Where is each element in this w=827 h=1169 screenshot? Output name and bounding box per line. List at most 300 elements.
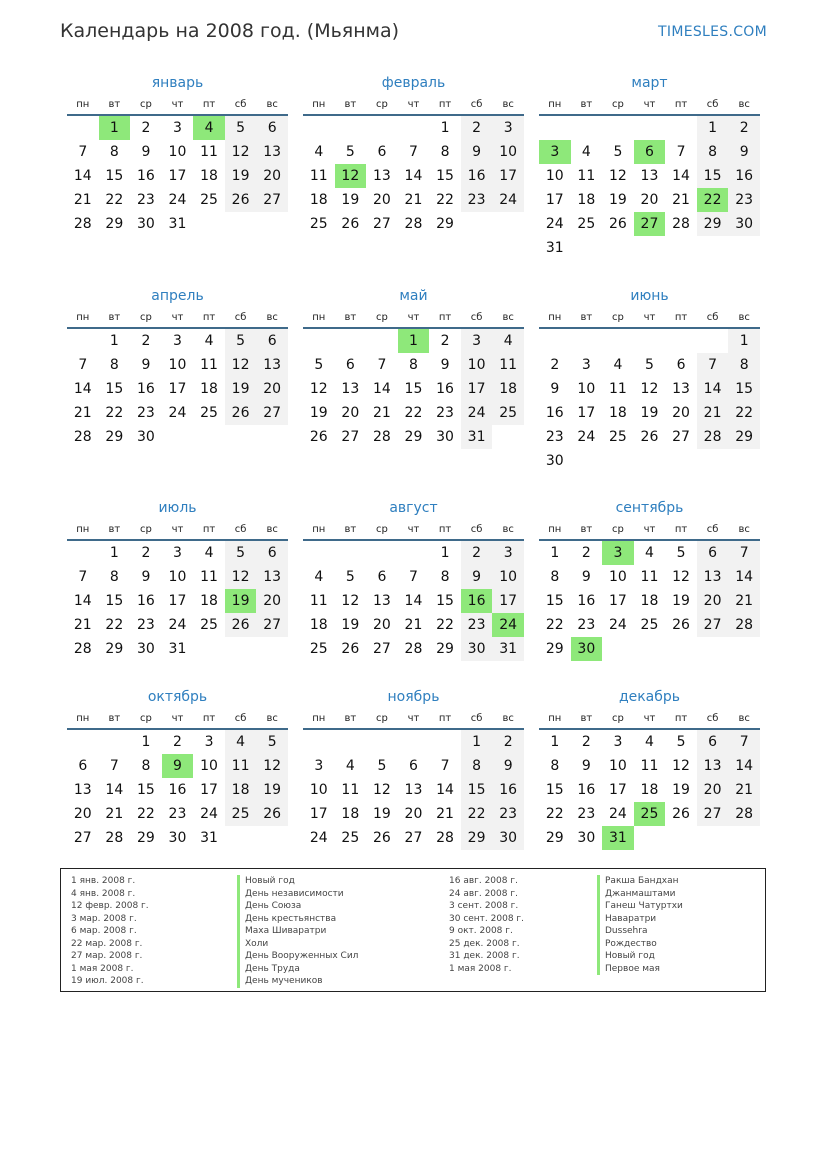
day-cell: 20 <box>372 617 391 633</box>
legend-holiday-name: Наваратри <box>597 913 683 926</box>
day-cell: 1 <box>440 545 450 561</box>
day-cell: 3 <box>492 541 524 565</box>
day-cell: 26 <box>672 617 690 633</box>
day-cell: 16 <box>436 381 454 397</box>
weekday-label: чт <box>171 312 184 323</box>
day-cell: 7 <box>728 541 760 565</box>
day-cell: 8 <box>550 569 560 585</box>
day-cell: 11 <box>309 168 328 184</box>
month-11 <box>303 686 524 850</box>
weekday-label: пн <box>76 524 90 535</box>
empty-cell <box>665 116 697 140</box>
weekday-label: ср <box>375 524 388 535</box>
day-cell: 2 <box>173 734 182 750</box>
legend-holiday-name: День мучеников <box>237 975 358 988</box>
day-cell: 22 <box>728 401 760 425</box>
weekday-label: чт <box>407 524 420 535</box>
day-cell: 31 <box>168 641 187 657</box>
empty-cell <box>67 730 99 754</box>
day-cell: 5 <box>225 329 257 353</box>
site-logo-link[interactable]: TIMESLES.COM <box>658 24 767 40</box>
day-cell: 21 <box>728 778 760 802</box>
day-cell: 30 <box>136 641 155 657</box>
weekday-label: чт <box>643 524 656 535</box>
weekday-label: вс <box>266 99 278 110</box>
weekday-label: пн <box>548 524 562 535</box>
day-cell: 23 <box>728 188 760 212</box>
day-cell: 18 <box>225 778 257 802</box>
weekday-header <box>539 307 760 329</box>
day-grid <box>303 730 524 850</box>
day-cell: 27 <box>256 613 288 637</box>
legend-date: 9 окт. 2008 г. <box>449 926 513 936</box>
day-grid <box>303 541 524 661</box>
weekday-label: вт <box>344 713 357 724</box>
day-cell: 16 <box>492 778 524 802</box>
day-cell: 7 <box>377 357 387 373</box>
day-cell: 26 <box>309 429 328 445</box>
holiday-day-cell: 19 <box>225 589 257 613</box>
day-cell: 14 <box>404 593 423 609</box>
day-cell: 21 <box>404 192 423 208</box>
weekday-label: чт <box>171 713 184 724</box>
day-cell: 28 <box>728 802 760 826</box>
weekday-label: чт <box>643 312 656 323</box>
weekday-label: пн <box>312 713 326 724</box>
weekday-label: вс <box>502 713 514 724</box>
empty-cell <box>335 730 367 754</box>
weekday-label: пт <box>438 713 452 724</box>
holiday-day-cell: 25 <box>634 802 666 826</box>
day-cell: 3 <box>613 734 623 750</box>
month-name: ноябрь <box>387 689 440 705</box>
day-cell: 25 <box>640 617 659 633</box>
day-grid <box>67 116 288 236</box>
day-cell: 12 <box>256 754 288 778</box>
legend-date: 27 мар. 2008 г. <box>71 951 143 961</box>
day-cell: 30 <box>545 453 564 469</box>
day-cell: 29 <box>404 429 423 445</box>
day-cell: 27 <box>372 641 391 657</box>
month-5 <box>303 285 524 449</box>
day-cell: 13 <box>256 353 288 377</box>
day-cell: 26 <box>341 641 360 657</box>
weekday-label: сб <box>470 524 483 535</box>
day-cell: 9 <box>581 569 591 585</box>
month-6 <box>539 285 760 473</box>
day-cell: 9 <box>141 357 151 373</box>
day-grid <box>303 116 524 236</box>
day-cell: 16 <box>136 593 155 609</box>
day-cell: 11 <box>640 569 659 585</box>
day-cell: 10 <box>168 569 187 585</box>
day-cell: 10 <box>608 758 627 774</box>
day-cell: 5 <box>645 357 654 373</box>
day-cell: 22 <box>436 192 454 208</box>
weekday-label: ср <box>611 524 624 535</box>
weekday-label: сб <box>234 524 247 535</box>
day-cell: 27 <box>404 830 423 846</box>
day-cell: 15 <box>105 381 124 397</box>
day-cell: 8 <box>109 357 119 373</box>
day-cell: 23 <box>492 802 524 826</box>
day-cell: 24 <box>168 617 187 633</box>
day-cell: 22 <box>436 617 454 633</box>
day-cell: 24 <box>608 617 627 633</box>
day-cell: 18 <box>492 377 524 401</box>
weekday-label: пн <box>312 99 326 110</box>
holiday-day-cell: 30 <box>571 637 603 661</box>
day-cell: 30 <box>577 830 596 846</box>
month-name: март <box>631 75 668 91</box>
day-cell: 1 <box>728 329 760 353</box>
day-cell: 4 <box>204 545 214 561</box>
weekday-label: чт <box>171 99 184 110</box>
day-cell: 25 <box>200 405 218 421</box>
day-cell: 5 <box>314 357 324 373</box>
weekday-label: вт <box>108 312 121 323</box>
day-cell: 5 <box>225 116 257 140</box>
day-cell: 13 <box>640 168 659 184</box>
weekday-label: ср <box>139 312 152 323</box>
legend-left-names <box>237 875 358 988</box>
month-name: сентябрь <box>615 500 684 516</box>
day-cell: 11 <box>640 758 659 774</box>
day-cell: 19 <box>309 405 328 421</box>
day-cell: 19 <box>608 192 627 208</box>
day-cell: 18 <box>341 806 360 822</box>
day-cell: 25 <box>200 617 218 633</box>
day-cell: 22 <box>545 617 564 633</box>
day-cell: 14 <box>672 168 690 184</box>
day-cell: 11 <box>200 569 218 585</box>
day-cell: 15 <box>697 164 729 188</box>
day-cell: 23 <box>577 806 596 822</box>
day-cell: 8 <box>550 758 560 774</box>
day-cell: 30 <box>728 212 760 236</box>
legend-holiday-name: День крестьянства <box>237 913 358 926</box>
weekday-label: пт <box>438 524 452 535</box>
day-cell: 25 <box>341 830 360 846</box>
day-cell: 17 <box>608 782 627 798</box>
weekday-header <box>539 519 760 541</box>
weekday-label: чт <box>407 99 420 110</box>
month-name: май <box>399 288 428 304</box>
day-cell: 6 <box>256 541 288 565</box>
day-cell: 24 <box>608 806 627 822</box>
weekday-label: вт <box>580 99 593 110</box>
day-cell: 10 <box>608 569 627 585</box>
month-7 <box>67 497 288 661</box>
day-cell: 20 <box>256 164 288 188</box>
day-cell: 7 <box>78 357 88 373</box>
day-cell: 28 <box>672 216 690 232</box>
day-cell: 4 <box>492 329 524 353</box>
day-cell: 26 <box>225 401 257 425</box>
day-cell: 4 <box>645 545 654 561</box>
day-cell: 7 <box>78 144 88 160</box>
day-cell: 31 <box>200 830 218 846</box>
day-cell: 16 <box>728 164 760 188</box>
weekday-label: вс <box>266 524 278 535</box>
day-cell: 26 <box>608 216 627 232</box>
day-cell: 28 <box>73 216 92 232</box>
weekday-header <box>67 708 288 730</box>
day-cell: 18 <box>309 617 328 633</box>
weekday-label: сб <box>470 713 483 724</box>
day-cell: 17 <box>168 381 187 397</box>
day-cell: 27 <box>697 613 729 637</box>
day-cell: 8 <box>697 140 729 164</box>
day-cell: 17 <box>168 168 187 184</box>
day-cell: 23 <box>545 429 564 445</box>
weekday-label: вс <box>738 312 750 323</box>
empty-cell <box>366 730 398 754</box>
day-cell: 26 <box>672 806 690 822</box>
weekday-label: вс <box>502 99 514 110</box>
day-cell: 28 <box>73 429 92 445</box>
day-cell: 19 <box>372 806 391 822</box>
empty-cell <box>366 116 398 140</box>
day-cell: 9 <box>550 381 560 397</box>
weekday-label: вс <box>266 312 278 323</box>
day-cell: 29 <box>545 641 564 657</box>
day-cell: 1 <box>440 120 450 136</box>
empty-cell <box>398 116 430 140</box>
weekday-label: сб <box>234 99 247 110</box>
month-10 <box>67 686 288 850</box>
day-cell: 30 <box>492 826 524 850</box>
day-cell: 19 <box>225 164 257 188</box>
holiday-legend <box>60 868 766 992</box>
day-cell: 12 <box>225 353 257 377</box>
empty-cell <box>571 329 603 353</box>
day-cell: 29 <box>436 641 454 657</box>
day-cell: 29 <box>728 425 760 449</box>
day-cell: 22 <box>461 802 493 826</box>
day-cell: 8 <box>109 144 119 160</box>
day-cell: 11 <box>225 754 257 778</box>
day-cell: 28 <box>372 429 391 445</box>
weekday-label: сб <box>706 312 719 323</box>
day-cell: 4 <box>581 144 591 160</box>
weekday-label: ср <box>611 99 624 110</box>
legend-date: 1 янв. 2008 г. <box>71 876 136 886</box>
day-cell: 12 <box>225 140 257 164</box>
day-cell: 3 <box>173 545 182 561</box>
holiday-day-cell: 9 <box>162 754 194 778</box>
day-cell: 13 <box>672 381 690 397</box>
holiday-day-cell: 3 <box>539 140 571 164</box>
day-cell: 2 <box>461 116 493 140</box>
day-cell: 18 <box>309 192 328 208</box>
day-cell: 18 <box>640 782 659 798</box>
day-cell: 19 <box>225 377 257 401</box>
empty-cell <box>366 329 398 353</box>
day-cell: 8 <box>461 754 493 778</box>
day-cell: 1 <box>141 734 151 750</box>
day-cell: 4 <box>204 333 214 349</box>
day-cell: 14 <box>436 782 454 798</box>
day-cell: 14 <box>697 377 729 401</box>
day-cell: 6 <box>256 329 288 353</box>
day-cell: 6 <box>697 541 729 565</box>
weekday-label: ср <box>375 99 388 110</box>
holiday-day-cell: 3 <box>602 541 634 565</box>
day-cell: 24 <box>577 429 596 445</box>
holiday-day-cell: 24 <box>492 613 524 637</box>
day-cell: 29 <box>697 212 729 236</box>
empty-cell <box>303 730 335 754</box>
holiday-day-cell: 31 <box>602 826 634 850</box>
day-cell: 23 <box>461 613 493 637</box>
weekday-label: вт <box>108 713 121 724</box>
weekday-label: сб <box>470 99 483 110</box>
day-cell: 4 <box>645 734 654 750</box>
day-cell: 3 <box>173 333 182 349</box>
day-cell: 27 <box>672 429 690 445</box>
day-cell: 7 <box>409 569 418 585</box>
day-cell: 10 <box>577 381 596 397</box>
weekday-label: пт <box>674 713 688 724</box>
day-cell: 20 <box>73 806 92 822</box>
day-cell: 7 <box>78 569 88 585</box>
weekday-label: сб <box>706 99 719 110</box>
day-cell: 8 <box>728 353 760 377</box>
day-cell: 21 <box>372 405 391 421</box>
day-cell: 24 <box>545 216 564 232</box>
day-cell: 7 <box>409 144 418 160</box>
legend-holiday-name: День независимости <box>237 888 358 901</box>
weekday-label: вс <box>738 99 750 110</box>
day-cell: 22 <box>404 405 423 421</box>
day-cell: 14 <box>105 782 124 798</box>
day-cell: 7 <box>728 730 760 754</box>
day-cell: 24 <box>492 188 524 212</box>
day-cell: 11 <box>309 593 328 609</box>
weekday-label: чт <box>407 312 420 323</box>
day-cell: 2 <box>581 734 591 750</box>
empty-cell <box>366 541 398 565</box>
legend-date: 3 мар. 2008 г. <box>71 913 137 924</box>
weekday-label: сб <box>234 713 247 724</box>
day-grid <box>67 329 288 449</box>
day-cell: 6 <box>409 758 418 774</box>
day-cell: 1 <box>109 545 119 561</box>
day-cell: 31 <box>461 425 493 449</box>
legend-holiday-name: День Вооруженных Сил <box>237 950 358 963</box>
day-cell: 13 <box>256 140 288 164</box>
empty-cell <box>303 329 335 353</box>
day-cell: 24 <box>461 401 493 425</box>
day-cell: 28 <box>105 830 124 846</box>
month-name: декабрь <box>618 689 681 705</box>
weekday-label: ср <box>139 524 152 535</box>
day-cell: 29 <box>105 641 124 657</box>
month-8 <box>303 497 524 661</box>
day-cell: 24 <box>200 806 218 822</box>
day-cell: 24 <box>168 405 187 421</box>
day-cell: 2 <box>440 333 450 349</box>
weekday-label: пн <box>548 99 562 110</box>
weekday-label: пн <box>548 713 562 724</box>
legend-date: 1 мая 2008 г. <box>71 963 134 974</box>
day-cell: 11 <box>341 782 360 798</box>
day-cell: 23 <box>136 617 155 633</box>
day-cell: 9 <box>461 565 493 589</box>
weekday-label: вт <box>108 99 121 110</box>
day-cell: 12 <box>309 381 328 397</box>
holiday-day-cell: 1 <box>99 116 131 140</box>
weekday-label: вс <box>502 524 514 535</box>
day-cell: 27 <box>73 830 92 846</box>
day-cell: 3 <box>581 357 591 373</box>
day-cell: 9 <box>728 140 760 164</box>
day-cell: 15 <box>436 593 454 609</box>
weekday-label: пн <box>76 99 90 110</box>
day-cell: 2 <box>141 120 151 136</box>
day-cell: 1 <box>461 730 493 754</box>
day-cell: 29 <box>105 429 124 445</box>
day-cell: 13 <box>697 565 729 589</box>
legend-date: 31 дек. 2008 г. <box>449 951 520 961</box>
weekday-label: вс <box>738 713 750 724</box>
legend-holiday-name: День Союза <box>237 900 358 913</box>
day-cell: 12 <box>672 569 690 585</box>
day-cell: 19 <box>672 593 690 609</box>
day-cell: 14 <box>728 754 760 778</box>
holiday-day-cell: 1 <box>398 329 430 353</box>
day-cell: 5 <box>613 144 623 160</box>
weekday-label: ср <box>139 713 152 724</box>
day-cell: 22 <box>105 617 124 633</box>
legend-date: 6 мар. 2008 г. <box>71 926 137 936</box>
day-cell: 15 <box>461 778 493 802</box>
holiday-day-cell: 22 <box>697 188 729 212</box>
day-cell: 16 <box>461 164 493 188</box>
day-cell: 25 <box>492 401 524 425</box>
weekday-label: вт <box>344 312 357 323</box>
weekday-label: сб <box>470 312 483 323</box>
day-cell: 21 <box>105 806 124 822</box>
day-cell: 15 <box>105 593 124 609</box>
day-cell: 29 <box>461 826 493 850</box>
day-cell: 21 <box>404 617 423 633</box>
weekday-header <box>539 708 760 730</box>
day-cell: 9 <box>440 357 450 373</box>
day-cell: 7 <box>676 144 686 160</box>
month-name: февраль <box>381 75 446 91</box>
day-cell: 4 <box>314 144 324 160</box>
month-name: август <box>389 500 438 516</box>
day-cell: 7 <box>109 758 119 774</box>
day-cell: 9 <box>492 754 524 778</box>
legend-holiday-name: Маха Шиваратри <box>237 925 358 938</box>
day-cell: 6 <box>377 569 387 585</box>
day-cell: 20 <box>341 405 360 421</box>
day-grid <box>539 541 760 661</box>
legend-holiday-name: Dussehra <box>597 925 683 938</box>
day-cell: 28 <box>728 613 760 637</box>
legend-date: 12 февр. 2008 г. <box>71 901 149 911</box>
weekday-label: ср <box>375 312 388 323</box>
empty-cell <box>303 116 335 140</box>
day-cell: 17 <box>461 377 493 401</box>
day-cell: 5 <box>345 144 355 160</box>
day-cell: 11 <box>492 353 524 377</box>
weekday-label: вт <box>580 524 593 535</box>
day-cell: 25 <box>608 429 627 445</box>
